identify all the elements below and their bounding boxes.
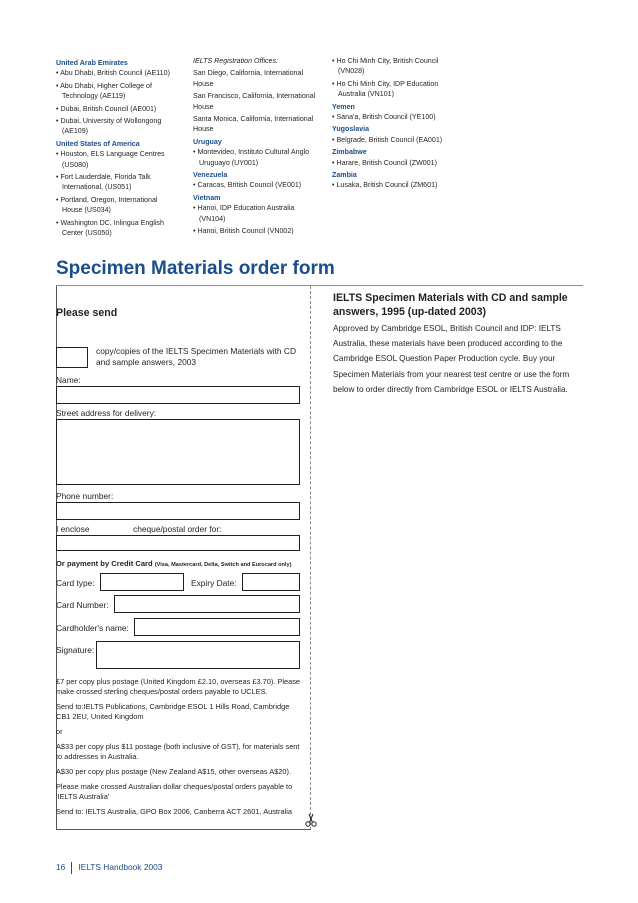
list-item: • Washington DC, Inlingua English Center (US050) <box>56 218 164 238</box>
list-item: • Montevideo, Instituto Cultural Anglo Uruguayo (UY001) <box>193 148 310 167</box>
australia-address-note: Send to: IELTS Australia, GPO Box 2006, Canberra ACT 2601, Australia <box>56 807 292 816</box>
expiry-date-field[interactable] <box>242 573 300 591</box>
signature-field[interactable] <box>96 641 300 669</box>
column-uae-usa <box>56 56 174 241</box>
right-body: Approved by Cambridge ESOL, British Council and IDP: IELTS Australia, these materials have been produced according to the Cambridge ESOL Question Paper Production cycle. Buy your Specimen Materials from your nearest test centre or use the form below to order directly from Cambridge ESOL or IELTS Australia. <box>333 324 570 394</box>
country-heading: Vietnam <box>193 193 221 202</box>
list-item: • Fort Lauderdale, Florida Talk International, (US051) <box>56 173 151 192</box>
cardholder-name-label: Cardholder's name: <box>56 623 129 633</box>
street-address-label: Street address for delivery: <box>56 408 157 418</box>
country-heading: Venezuela <box>193 171 228 180</box>
name-field[interactable] <box>56 386 300 404</box>
list-item: • Abu Dhabi, British Council (AE110) <box>56 69 170 78</box>
credit-card-label <box>56 559 291 568</box>
name-label: Name: <box>56 375 81 385</box>
list-item: • Abu Dhabi, Higher College of Technology (AE119) <box>56 81 152 101</box>
expiry-label: Expiry Date: <box>191 578 237 588</box>
offices-heading: IELTS Registration Offices: <box>193 57 279 65</box>
list-item: • Lusaka, British Council (ZM601) <box>332 181 438 190</box>
cheque-amount-field[interactable] <box>56 535 300 551</box>
list-item: • Hanoi, IDP Education Australia (VN104) <box>193 204 295 223</box>
list-item: • Harare, British Council (ZW001) <box>332 158 437 167</box>
list-item: • Dubai, University of Wollongong (AE109) <box>56 117 162 136</box>
country-heading: Yemen <box>332 102 355 111</box>
country-heading: Zambia <box>332 171 357 180</box>
copies-description: copy/copies of the IELTS Specimen Materials with CD and sample answers, 2003 <box>96 346 296 367</box>
phone-field[interactable] <box>56 502 300 520</box>
column-offices-uruguay-vietnam <box>193 56 321 239</box>
overseas-price-note: A$30 per copy plus postage (New Zealand A$15, other overseas A$20). <box>56 767 292 776</box>
list-item: • Caracas, British Council (VE001) <box>193 181 302 190</box>
phone-label: Phone number: <box>56 491 114 501</box>
list-item: • Portland, Oregon, International House (US034) <box>56 195 158 215</box>
country-heading: Uruguay <box>193 137 222 146</box>
list-item: Santa Monica, California, International House <box>193 115 314 134</box>
card-number-label: Card Number: <box>56 600 109 610</box>
pricing-notes <box>56 677 302 817</box>
right-heading: IELTS Specimen Materials with CD and sample answers, 1995 (up-dated 2003) <box>333 292 568 318</box>
cheque-label: cheque/postal order for: <box>133 524 222 534</box>
column-vietnam-zambia <box>332 56 452 193</box>
section-heading: Specimen Materials order form <box>56 258 335 279</box>
country-heading: Yugoslavia <box>332 125 370 134</box>
copies-quantity-field[interactable] <box>56 347 88 368</box>
card-type-field[interactable] <box>100 573 184 591</box>
scissors-icon <box>304 812 318 828</box>
or-text: or <box>56 727 63 736</box>
street-address-field[interactable] <box>56 419 300 485</box>
australia-payable-note: Please make crossed Australian dollar cheques/postal orders payable to 'IELTS Australia' <box>56 782 293 801</box>
accepted-cards-note: (Visa, Mastercard, Delta, Switch and Eurocard only) <box>154 562 292 568</box>
list-item: • Ho Chi Minh City, British Council (VN028) <box>332 57 439 76</box>
card-type-label: Card type: <box>56 578 95 588</box>
list-item: • Belgrade, British Council (EA001) <box>332 135 443 144</box>
country-heading: United States of America <box>56 139 140 148</box>
page-number: 16 <box>56 862 66 873</box>
signature-label: Signature: <box>56 645 95 655</box>
please-send-heading: Please send <box>56 307 118 319</box>
list-item: • Houston, ELS Language Centres (US080) <box>56 150 165 169</box>
enclose-label: I enclose <box>56 524 90 534</box>
uk-address-note: Send to:IELTS Publications, Cambridge ESOL 1 Hills Road, Cambridge CB1 2EU, United Kingdom <box>56 702 290 721</box>
country-heading: Zimbabwe <box>332 148 367 157</box>
credit-card-heading: Or payment by Credit Card <box>56 559 153 568</box>
australia-price-note: A$33 per copy plus $11 postage (both inclusive of GST), for materials sent to addresses in Australia. <box>56 742 300 761</box>
country-heading: United Arab Emirates <box>56 59 128 67</box>
list-item: San Francisco, California, International House <box>193 92 316 111</box>
list-item: • Hanoi, British Council (VN002) <box>193 227 294 236</box>
uk-price-note: £7 per copy plus postage (United Kingdom £2.10, overseas £3.70). Please make crossed sterling cheques/postal orders payable to UCLES. <box>56 677 301 696</box>
list-item: San Diego, California, International House <box>193 69 304 88</box>
list-item: • Dubai, British Council (AE001) <box>56 104 157 113</box>
list-item: • Ho Chi Minh City, IDP Education Australia (VN101) <box>332 79 439 99</box>
footer-title: IELTS Handbook 2003 <box>78 862 163 873</box>
card-number-field[interactable] <box>114 595 300 613</box>
page-footer <box>56 862 162 874</box>
cardholder-name-field[interactable] <box>134 618 300 636</box>
list-item: • Sana'a, British Council (YE100) <box>332 113 436 122</box>
footer-divider <box>71 862 72 874</box>
